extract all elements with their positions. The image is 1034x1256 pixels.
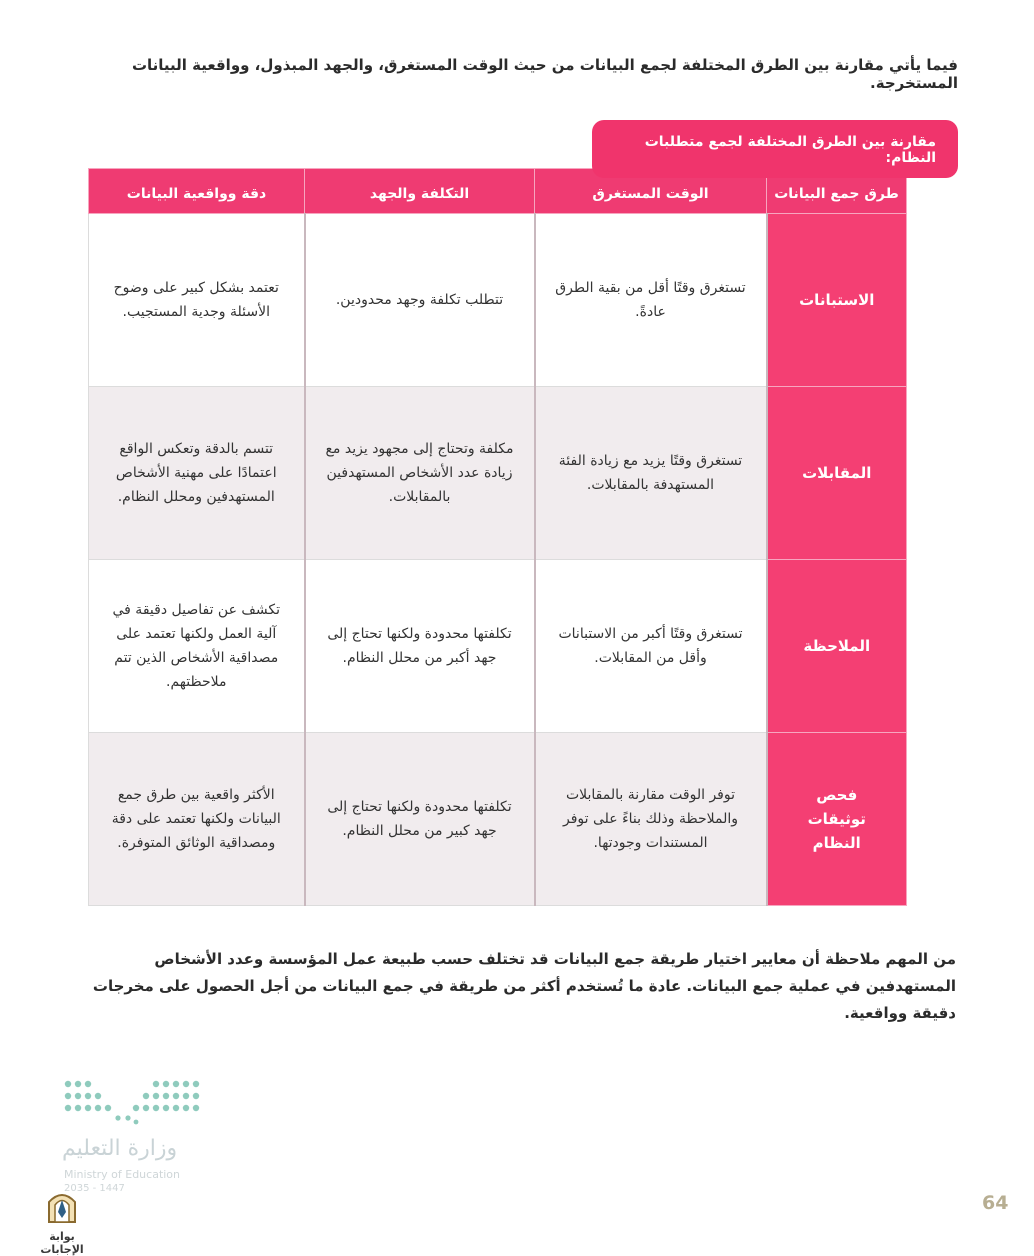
time-cell: تستغرق وقتًا أقل من بقية الطرق عادةً. <box>535 214 767 387</box>
table-title-tab: مقارنة بين الطرق المختلفة لجمع متطلبات النظام: <box>592 120 958 178</box>
method-cell: فحص توثيقات النظام <box>767 733 907 906</box>
comparison-table <box>88 168 907 906</box>
time-cell: تستغرق وقتًا أكبر من الاستبانات وأقل من المقابلات. <box>535 560 767 733</box>
cost-cell: تكلفتها محدودة ولكنها تحتاج إلى جهد كبير من محلل النظام. <box>305 733 535 906</box>
method-cell: المقابلات <box>767 387 907 560</box>
table-row-questionnaires <box>89 214 907 387</box>
header-cost: التكلفة والجهد <box>305 169 535 214</box>
method-cell: الملاحظة <box>767 560 907 733</box>
table-row-observation <box>89 560 907 733</box>
accuracy-cell: تتسم بالدقة وتعكس الواقع اعتمادًا على مهنية الأشخاص المستهدفين ومحلل النظام. <box>89 387 305 560</box>
cost-cell: تكلفتها محدودة ولكنها تحتاج إلى جهد أكبر من محلل النظام. <box>305 560 535 733</box>
intro-paragraph: فيما يأتي مقارنة بين الطرق المختلفة لجمع البيانات من حيث الوقت المستغرق، والجهد المبذول، وواقعية البيانات المستخرجة. <box>131 56 958 92</box>
header-accuracy: دقة وواقعية البيانات <box>89 169 305 214</box>
method-cell: الاستبانات <box>767 214 907 387</box>
page-number: 64 <box>982 1192 1009 1214</box>
time-cell: توفر الوقت مقارنة بالمقابلات والملاحظة وذلك بناءً على توفر المستندات وجودتها. <box>535 733 767 906</box>
time-cell: تستغرق وقتًا يزيد مع زيادة الفئة المستهدفة بالمقابلات. <box>535 387 767 560</box>
accuracy-cell: الأكثر واقعية بين طرق جمع البيانات ولكنها تعتمد على دقة ومصداقية الوثائق المتوفرة. <box>89 733 305 906</box>
comparison-table-container <box>88 168 906 898</box>
ministry-name-english: Ministry of Education <box>64 1168 181 1181</box>
ministry-logo <box>60 1076 210 1198</box>
header-time: الوقت المستغرق <box>535 169 767 214</box>
table-row-interviews <box>89 387 907 560</box>
header-methods: طرق جمع البيانات <box>767 169 907 214</box>
mosque-pen-icon <box>43 1186 81 1224</box>
cost-cell: تتطلب تكلفة وجهد محدودين. <box>305 214 535 387</box>
table-row-documents <box>89 733 907 906</box>
cost-cell: مكلفة وتحتاج إلى مجهود يزيد مع زيادة عدد الأشخاص المستهدفين بالمقابلات. <box>305 387 535 560</box>
site-label: بوابة الإجابات <box>40 1230 84 1256</box>
accuracy-cell: تكشف عن تفاصيل دقيقة في آلية العمل ولكنها تعتمد على مصداقية الأشخاص الذين تتم ملاحظتهم. <box>89 560 305 733</box>
accuracy-cell: تعتمد بشكل كبير على وضوح الأسئلة وجدية المستجيب. <box>89 214 305 387</box>
site-watermark <box>26 1186 98 1256</box>
note-paragraph: من المهم ملاحظة أن معايير اختيار طريقة جمع البيانات قد تختلف حسب طبيعة عمل المؤسسة وعدد الأشخاص المستهدفين في عملية جمع البيانات. عادة ما تُستخدم أكثر من طريقة في جمع البيانات من أجل الحصول على مخرجات دقيقة وواقعية. <box>92 950 956 1022</box>
ministry-dots-icon <box>60 1076 200 1128</box>
ministry-name-arabic: وزارة التعليم <box>62 1136 178 1161</box>
ministry-years: 2035 - 1447 <box>64 1183 125 1194</box>
